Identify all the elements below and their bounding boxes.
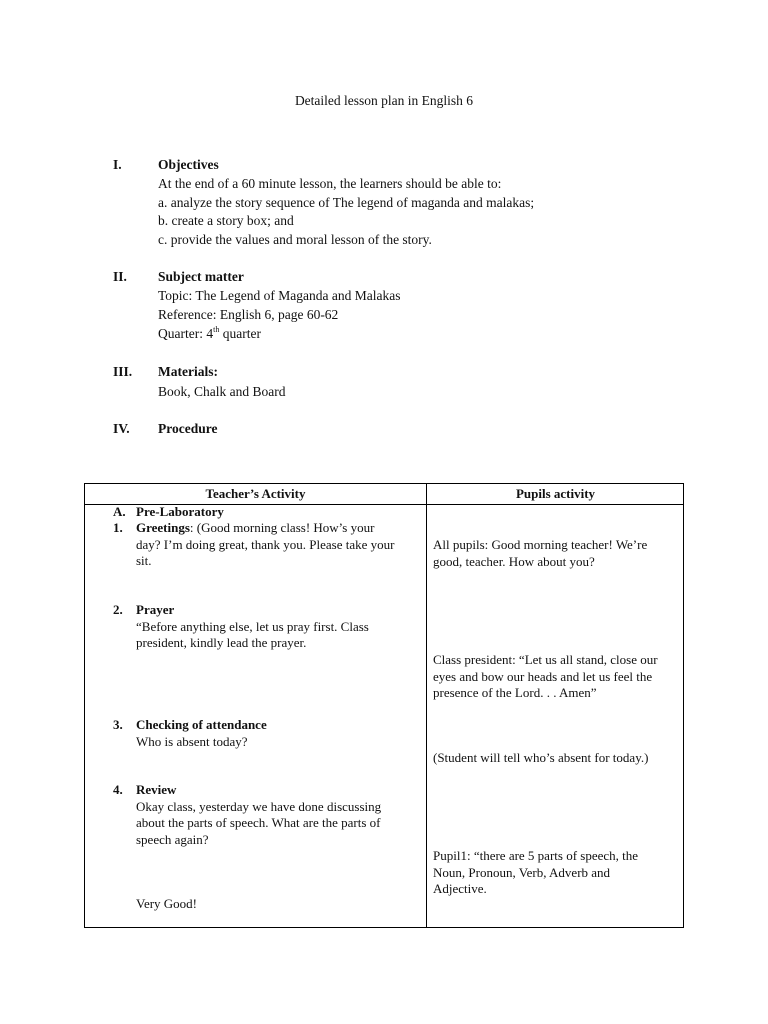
subject-reference: Reference: English 6, page 60-62 [158,307,339,322]
step-prayer-teacher [136,602,426,652]
section-number-materials: III. [113,364,133,379]
step-title: Prayer [136,602,175,617]
teacher-line: Okay class, yesterday we have done discussing [136,798,382,814]
pupil-line: presence of the Lord. . . Amen” [433,685,597,700]
pupil-line: Noun, Pronoun, Verb, Adverb and [433,864,611,880]
section-heading-procedure: Procedure [158,421,218,436]
step-prayer-pupils [433,652,683,702]
section-heading-subject-matter: Subject matter [158,269,244,284]
pupil-line: Adjective. [433,881,487,896]
step-greetings-teacher [136,520,426,570]
teacher-line: sit. [136,553,152,568]
step-number: 4. [113,782,123,797]
step-title: Checking of attendance [136,717,267,732]
quarter-suffix: quarter [219,326,261,341]
pupil-line: All pupils: Good morning teacher! We’re [433,537,648,552]
step-attendance-teacher [136,717,426,750]
header-teacher-activity: Teacher’s Activity [205,486,306,501]
step-attendance-pupils [433,750,683,767]
step-number: 3. [113,717,123,732]
objectives-line: c. provide the values and moral lesson of the story. [158,232,432,247]
stage-label: Pre-Laboratory [136,504,224,519]
step-title: Review [136,782,177,797]
pupil-line: (Student will tell who’s absent for today.) [433,750,649,765]
subject-quarter [158,326,261,342]
column-divider [426,484,427,927]
objectives-line: a. analyze the story sequence of The legend of maganda and malakas; [158,195,535,210]
pupil-line: Pupil1: “there are 5 parts of speech, the [433,848,639,863]
document-title: Detailed lesson plan in English 6 [294,93,474,108]
teacher-line: president, kindly lead the prayer. [136,635,307,650]
objectives-line: b. create a story box; and [158,213,294,228]
teacher-line: speech again? [136,831,209,847]
step-number: 1. [113,520,123,535]
step-review-teacher [136,782,426,848]
teacher-line: day? I’m doing great, thank you. Please take your [136,536,395,552]
step-review-pupils [433,848,683,898]
subject-topic: Topic: The Legend of Maganda and Malakas [158,288,401,303]
quarter-superscript: th [213,324,220,334]
section-heading-objectives: Objectives [158,157,219,172]
stage-letter: A. [113,504,126,519]
teacher-line: Who is absent today? [136,733,248,749]
header-pupils-activity: Pupils activity [515,486,596,501]
teacher-line: : (Good morning class! How’s your [189,520,375,535]
section-number-procedure: IV. [113,421,130,436]
teacher-line: “Before anything else, let us pray first. Class [136,618,369,634]
section-heading-materials: Materials: [158,364,218,379]
pupil-line: Class president: “Let us all stand, close our [433,652,658,667]
step-number: 2. [113,602,123,617]
procedure-table [84,483,684,928]
quarter-prefix: Quarter: 4 [158,326,214,341]
pupil-line: eyes and bow our heads and let us feel the [433,668,653,684]
section-number-objectives: I. [113,157,122,172]
pupil-line: good, teacher. How about you? [433,553,595,569]
step-review-teacher-after: Very Good! [136,896,198,911]
objectives-line: At the end of a 60 minute lesson, the learners should be able to: [158,176,502,191]
teacher-line: about the parts of speech. What are the parts of [136,815,381,830]
step-greetings-pupils [433,537,683,570]
step-title: Greetings [136,520,190,535]
section-number-subject-matter: II. [113,269,127,284]
materials-line: Book, Chalk and Board [158,384,286,399]
